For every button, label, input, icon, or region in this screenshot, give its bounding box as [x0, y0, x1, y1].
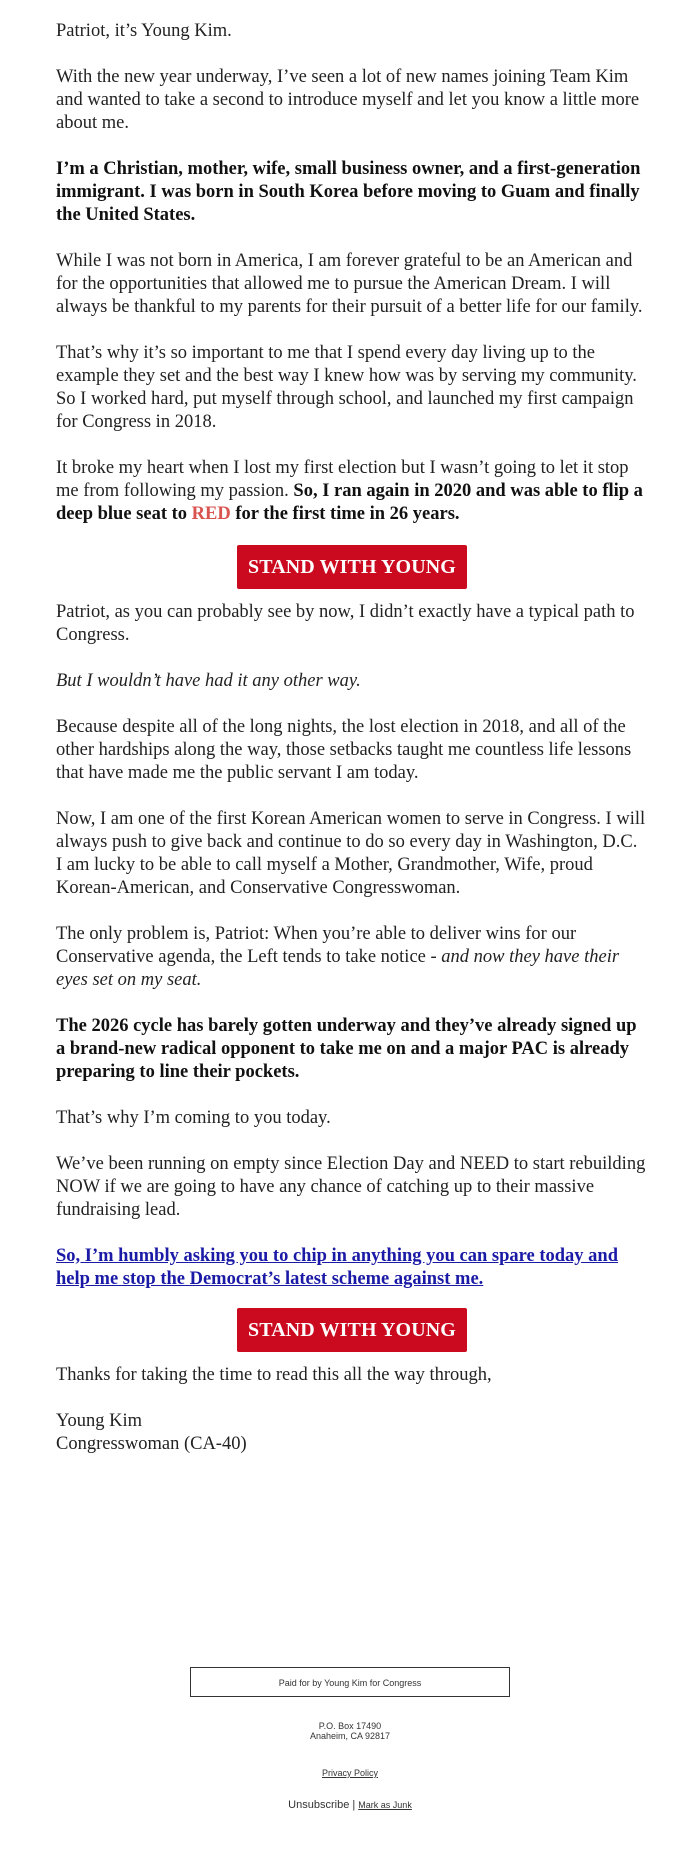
problem-text: The only problem is, Patriot: When you’re able to deliver wins for our Conservative agenda, the Left tends to take notice - — [56, 924, 577, 967]
problem-paragraph — [56, 923, 648, 992]
election-paragraph — [56, 457, 648, 526]
ask-paragraph — [56, 1245, 648, 1291]
address-line-2: Anaheim, CA 92817 — [309, 1731, 391, 1741]
gratitude-paragraph: While I was not born in America, I am forever grateful to be an American and for the opportunities that allowed me to pursue the American Dream. I will always be thankful to my parents for their pursuit of a better life for our family. — [56, 251, 643, 317]
hardships-paragraph: Because despite all of the long nights, the lost election in 2018, and all of the other hardships along the way, those setbacks taught me countless life lessons that have made me the public servant I am today. — [56, 717, 632, 783]
running-on-empty-paragraph: We’ve been running on empty since Election Day and NEED to start rebuilding NOW if we are going to have any chance of catching up to their massive fundraising lead. — [56, 1154, 646, 1220]
unsubscribe-row — [0, 1798, 700, 1812]
privacy-policy-link[interactable]: Privacy Policy — [321, 1768, 378, 1778]
intro-paragraph: With the new year underway, I’ve seen a lot of new names joining Team Kim and wanted to take a second to introduce myself and let you know a little more about me. — [56, 67, 640, 133]
mailing-address — [0, 1721, 700, 1741]
stand-with-young-button-2[interactable]: STAND WITH YOUNG — [237, 1308, 467, 1352]
footer-separator: | — [349, 1799, 359, 1811]
paid-for-disclaimer: Paid for by Young Kim for Congress — [190, 1667, 510, 1697]
other-way-paragraph: But I wouldn’t have had it any other way. — [56, 671, 361, 691]
signature-title: Congresswoman (CA-40) — [56, 1434, 247, 1454]
bio-paragraph: I’m a Christian, mother, wife, small business owner, and a first-generation immigrant. I was born in South Korea before moving to Guam and finally the United States. — [56, 159, 641, 225]
election-bold-start: So, I ran again in 2020 and was able to flip a deep blue seat to — [56, 481, 643, 524]
signature — [56, 1410, 648, 1456]
closing-line: Thanks for taking the time to read this all the way through, — [56, 1365, 492, 1385]
cta-container-2 — [56, 1308, 648, 1352]
greeting: Patriot, it’s Young Kim. — [56, 21, 232, 41]
cycle-paragraph: The 2026 cycle has barely gotten underway and they’ve already signed up a brand-new radical opponent to take me on and a major PAC is already preparing to line their pockets. — [56, 1016, 637, 1082]
email-footer — [0, 1667, 700, 1812]
signature-name: Young Kim — [56, 1411, 143, 1431]
unsubscribe-link[interactable]: Unsubscribe — [288, 1799, 350, 1811]
email-body — [56, 20, 648, 1456]
chip-in-link[interactable]: So, I’m humbly asking you to chip in anything you can spare today and help me stop the Democrat’s latest scheme against me. — [56, 1246, 619, 1289]
cta-container-1 — [56, 545, 648, 589]
coming-to-you-paragraph: That’s why I’m coming to you today. — [56, 1108, 331, 1128]
election-bold-end: for the first time in 26 years. — [230, 504, 460, 524]
congress-paragraph: Now, I am one of the first Korean American women to serve in Congress. I will always push to give back and continue to do so every day in Washington, D.C. I am lucky to be able to call myself a Mother, Grandmother, Wife, proud Korean-American, and Conservative Congresswoman. — [56, 809, 646, 898]
red-word: RED — [191, 504, 231, 524]
path-paragraph: Patriot, as you can probably see by now, I didn’t exactly have a typical path to Congress. — [56, 602, 635, 645]
community-paragraph: That’s why it’s so important to me that I spend every day living up to the example they set and the best way I knew how was by serving my community. So I worked hard, put myself through school, and launched my first campaign for Congress in 2018. — [56, 343, 637, 432]
stand-with-young-button[interactable]: STAND WITH YOUNG — [237, 545, 467, 589]
mark-as-junk-link[interactable]: Mark as Junk — [358, 1800, 412, 1810]
address-line-1: P.O. Box 17490 — [318, 1721, 382, 1731]
problem-italic-text: and now they have their eyes set on my seat. — [56, 947, 620, 990]
election-text: It broke my heart when I lost my first election but I wasn’t going to let it stop me from following my passion. — [56, 458, 629, 501]
